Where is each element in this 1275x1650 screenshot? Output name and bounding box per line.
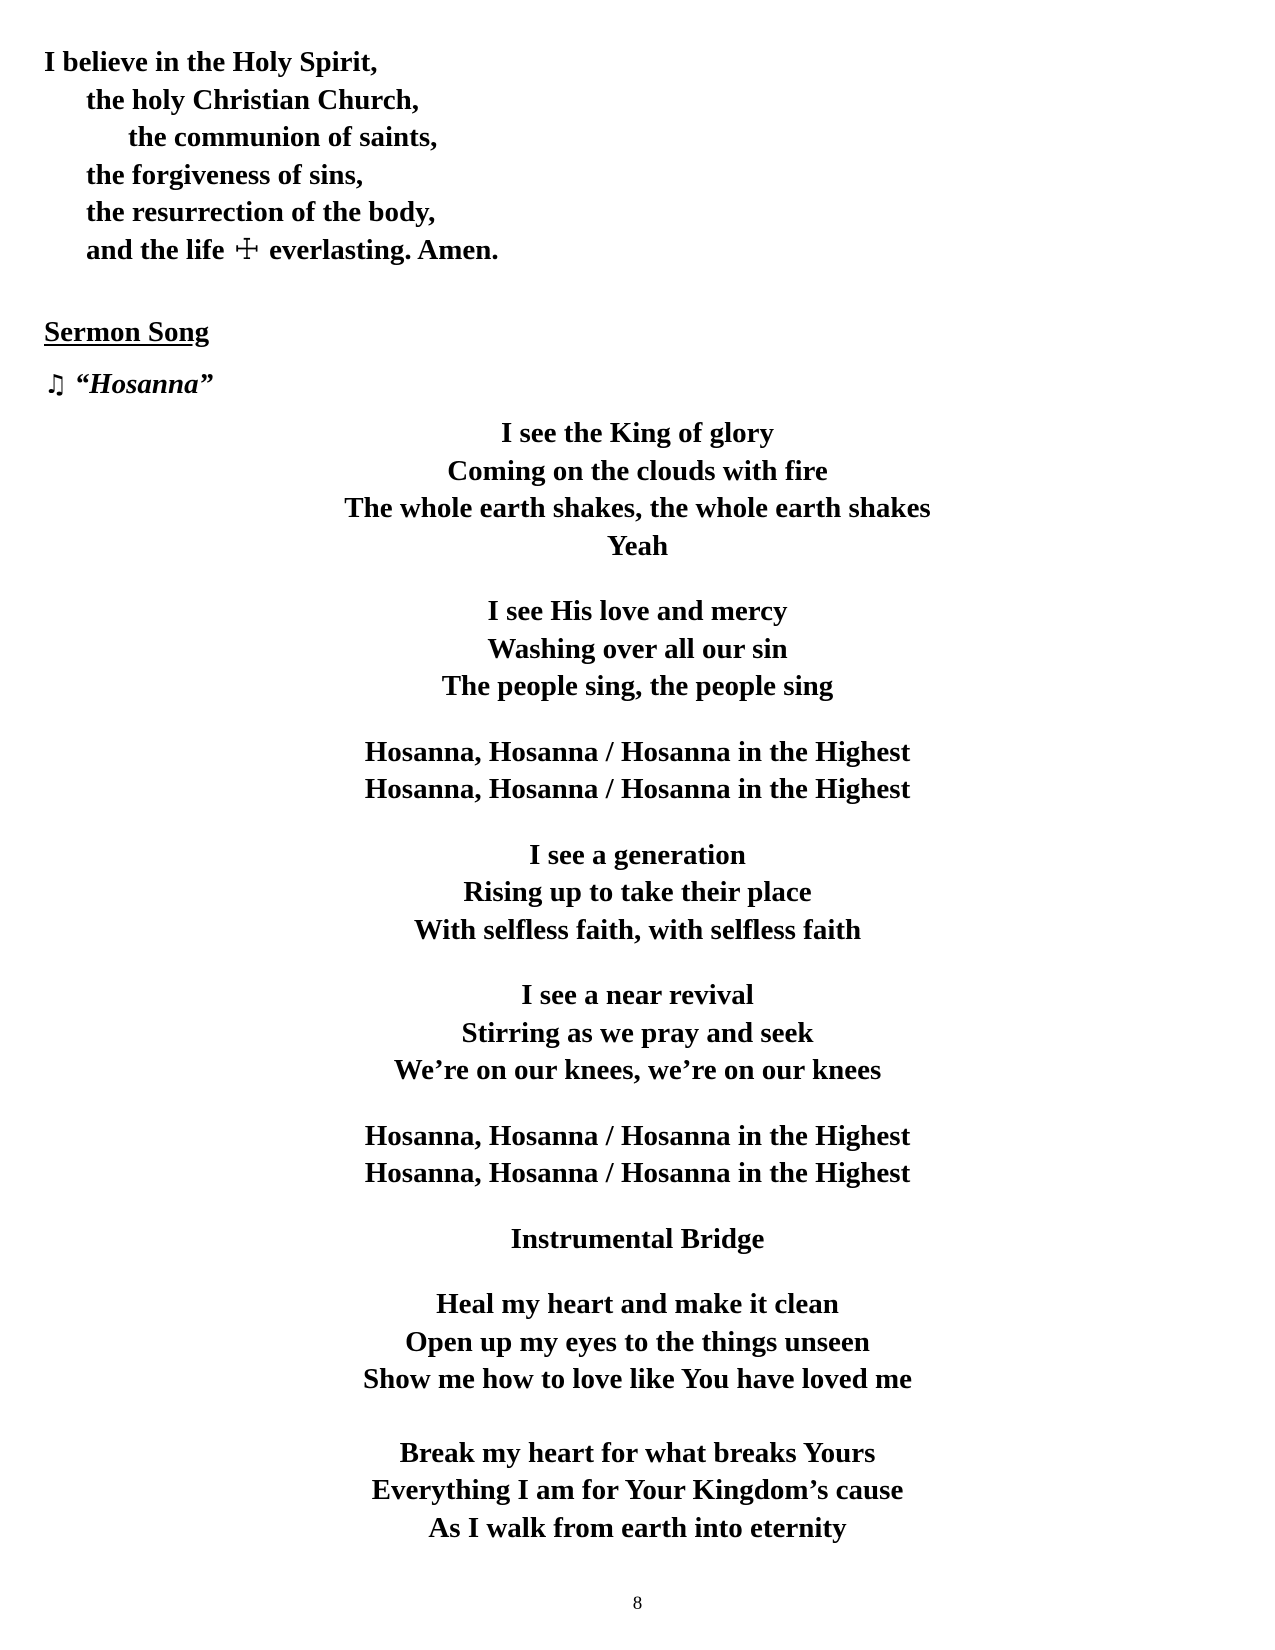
- page-number: 8: [632, 1593, 643, 1614]
- lyric-line: Stirring as we pray and seek: [461, 1016, 814, 1049]
- lyric-line: Show me how to love like You have loved me: [362, 1363, 913, 1395]
- cross-icon: ☩: [233, 233, 260, 266]
- creed-line: I believe in the Holy Spirit,: [44, 46, 378, 78]
- song-lyrics: [0, 415, 1275, 1575]
- lyric-line: Everything I am for Your Kingdom’s cause: [371, 1474, 904, 1506]
- lyric-stanza: [0, 977, 1275, 1090]
- creed-line: the forgiveness of sins,: [86, 158, 364, 191]
- song-title-text: “Hosanna”: [74, 368, 214, 400]
- lyric-stanza-chorus: [0, 734, 1275, 809]
- lyric-line: Rising up to take their place: [463, 876, 812, 908]
- lyric-line: Open up my eyes to the things unseen: [405, 1325, 870, 1358]
- lyric-stanza: [0, 415, 1275, 565]
- creed-text: [44, 44, 499, 269]
- lyric-line: Heal my heart and make it clean: [436, 1288, 839, 1320]
- lyric-line: Hosanna, Hosanna / Hosanna in the Highest: [364, 735, 911, 768]
- creed-line: the holy Christian Church,: [86, 83, 420, 116]
- lyric-line: As I walk from earth into eternity: [428, 1511, 847, 1544]
- lyric-line: Break my heart for what breaks Yours: [399, 1436, 876, 1469]
- lyric-line: Washing over all our sin: [487, 632, 788, 665]
- lyric-line: I see a generation: [529, 838, 746, 871]
- lyric-line: The people sing, the people sing: [441, 670, 834, 702]
- creed-line-final: [44, 232, 499, 270]
- lyric-line: With selfless faith, with selfless faith: [413, 913, 862, 946]
- lyric-stanza: [0, 593, 1275, 706]
- lyric-line: I see the King of glory: [500, 417, 775, 449]
- lyric-stanza-chorus: [0, 1118, 1275, 1193]
- lyric-line: Hosanna, Hosanna / Hosanna in the Highest: [364, 1119, 911, 1152]
- lyric-stanza: [0, 1286, 1275, 1399]
- lyric-line: Hosanna, Hosanna / Hosanna in the Highest: [364, 773, 911, 805]
- song-title: [44, 368, 213, 401]
- section-heading-sermon-song: Sermon Song: [44, 316, 210, 348]
- lyric-line: Coming on the clouds with fire: [447, 454, 828, 487]
- lyric-line: I see a near revival: [521, 979, 754, 1011]
- creed-line-part: everlasting. Amen.: [269, 233, 499, 266]
- lyric-line: We’re on our knees, we’re on our knees: [393, 1054, 882, 1086]
- lyric-line: I see His love and mercy: [487, 595, 788, 627]
- creed-line: the resurrection of the body,: [86, 196, 436, 228]
- lyric-line: Yeah: [606, 529, 669, 562]
- lyric-stanza: [0, 1435, 1275, 1548]
- creed-line: the communion of saints,: [128, 121, 438, 153]
- lyric-stanza: [0, 837, 1275, 950]
- lyric-line: Instrumental Bridge: [510, 1222, 765, 1255]
- lyric-stanza-bridge: [0, 1221, 1275, 1259]
- lyric-line: Hosanna, Hosanna / Hosanna in the Highest: [364, 1157, 911, 1189]
- creed-line-part: and the life: [86, 233, 225, 266]
- lyric-line: The whole earth shakes, the whole earth shakes: [344, 492, 931, 524]
- music-note-icon: ♫: [44, 370, 68, 400]
